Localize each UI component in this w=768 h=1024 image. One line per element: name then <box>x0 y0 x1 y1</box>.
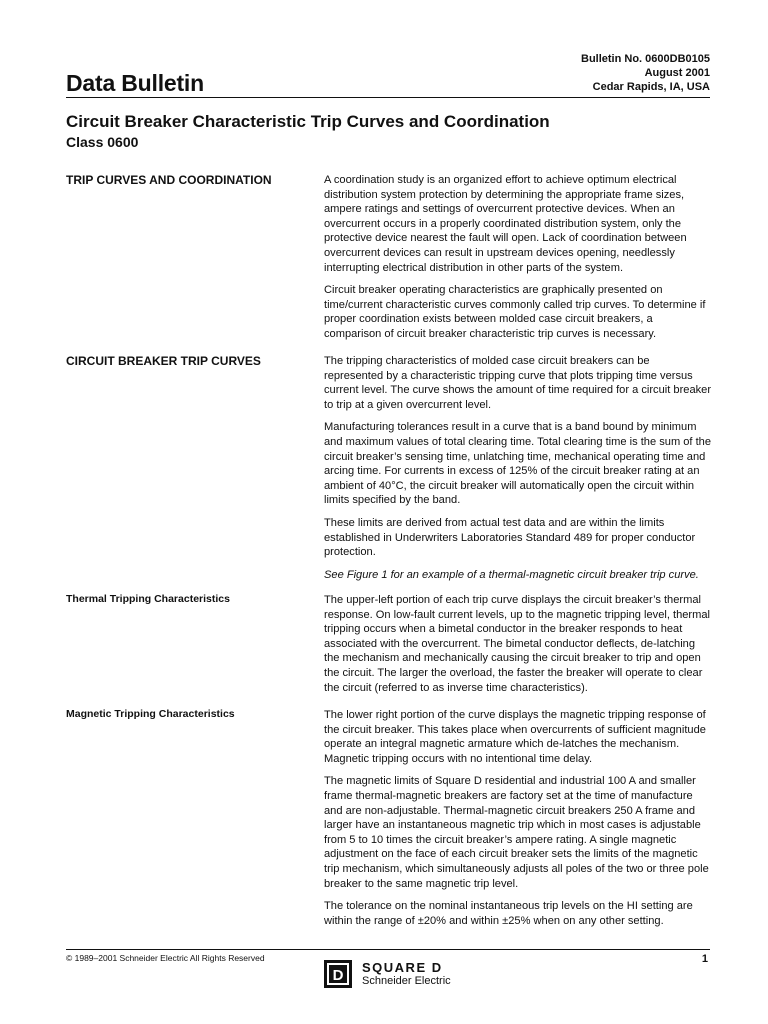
section-heading: CIRCUIT BREAKER TRIP CURVES <box>66 354 261 368</box>
paragraph: Manufacturing tolerances result in a curve that is a band bound by minimum and maximum values of total clearing time. Total clearing time is the sum of the circuit breaker’s sensing time, unlatching time, mechanical operating time and arcing time. For currents in excess of 125% of the circuit breaker rating at an ambient of 40°C, the circuit breaker will automatically open the circuit within limits specified by the band. <box>324 421 712 507</box>
bulletin-meta <box>581 52 710 94</box>
paragraph: The tolerance on the nominal instantaneous trip levels on the HI setting are within the range of ±20% and within ±25% when on any other setting. <box>324 900 693 927</box>
doc-kind-heading: Data Bulletin <box>66 70 204 96</box>
bulletin-location: Cedar Rapids, IA, USA <box>592 81 710 93</box>
section-body <box>324 173 714 350</box>
paragraph: The magnetic limits of Square D residential and industrial 100 A and smaller frame thermal-magnetic breakers are factory set at the time of manufacture and are non-adjustable. Thermal-magnetic circuit breakers 250 A frame and larger have an instantaneous magnetic trip which in most cases is adjustable from 5 to 10 times the circuit breaker’s ampere rating. A single magnetic adjustment on the face of each circuit breaker sets the limits of the magnetic trip mechanism, which simultaneously adjusts all poles of the two or three pole breaker to the same magnetic trip level. <box>324 775 709 890</box>
figure-reference-note: See Figure 1 for an example of a thermal-magnetic circuit breaker trip curve. <box>324 568 699 581</box>
section-body <box>324 354 714 590</box>
paragraph: These limits are derived from actual test data and are within the limits established in Underwriters Laboratories Standard 489 for proper conductor protection. <box>324 516 696 559</box>
section-heading: TRIP CURVES AND COORDINATION <box>66 173 272 187</box>
section-body <box>324 593 714 703</box>
page-title: Circuit Breaker Characteristic Trip Curves and Coordination <box>66 112 550 131</box>
bulletin-date: August 2001 <box>644 67 710 79</box>
section-body <box>324 708 714 936</box>
bulletin-number: Bulletin No. 0600DB0105 <box>581 53 710 65</box>
paragraph: Circuit breaker operating characteristics are graphically presented on time/current characteristic curves commonly called trip curves. To determine if proper coordination exists between molded case circuit breakers, a comparison of circuit breaker characteristic trip curves is necessary. <box>324 284 706 340</box>
logo-mark-letter: D <box>332 967 344 984</box>
paragraph: The upper-left portion of each trip curve displays the circuit breaker’s thermal response. On low-fault current levels, up to the magnetic tripping level, thermal tripping occurs when a bimetal conductor in the breaker responds to heat associated with the overcurrent. The bimetal conductor deflects, de-latching the mechanism and mechanically causing the circuit breaker to trip and open the circuit. The larger the overload, the faster the breaker will operate to clear the circuit (referred to as inverse time characteristics). <box>324 594 711 694</box>
section-heading: Thermal Tripping Characteristics <box>66 593 230 605</box>
copyright-notice: © 1989–2001 Schneider Electric All Rights Reserved <box>66 953 265 963</box>
paragraph: The lower right portion of the curve displays the magnetic tripping response of the circuit breaker. This takes place when overcurrents of sufficient magnitude operate an integral magnetic armature which de-latches the mechanism. Magnetic tripping occurs with no intentional time delay. <box>324 709 706 765</box>
page-number: 1 <box>701 953 708 965</box>
footer-divider <box>66 949 710 950</box>
paragraph: A coordination study is an organized effort to achieve optimum electrical distribution system protection by determining the appropriate frame sizes, ampere ratings and settings of overcurrent protective devices. When an overcurrent occurs in a properly coordinated distribution system, only the protective device nearest the fault will open. Lack of coordination between overcurrent devices can result in upstream devices opening, needlessly interrupting electrical distribution in other parts of the system. <box>324 174 687 274</box>
header-divider <box>66 97 710 98</box>
page-subtitle: Class 0600 <box>66 134 139 150</box>
square-d-logo <box>324 960 474 992</box>
logo-brand-name: SQUARE D <box>362 960 443 975</box>
logo-parent-company: Schneider Electric <box>362 975 451 987</box>
paragraph: The tripping characteristics of molded case circuit breakers can be represented by a characteristic tripping curve that plots tripping time versus current level. The curve shows the amount of time required for a circuit breaker to trip at a given overcurrent level. <box>324 355 712 411</box>
square-d-logo-icon <box>324 960 352 988</box>
section-heading: Magnetic Tripping Characteristics <box>66 708 235 720</box>
